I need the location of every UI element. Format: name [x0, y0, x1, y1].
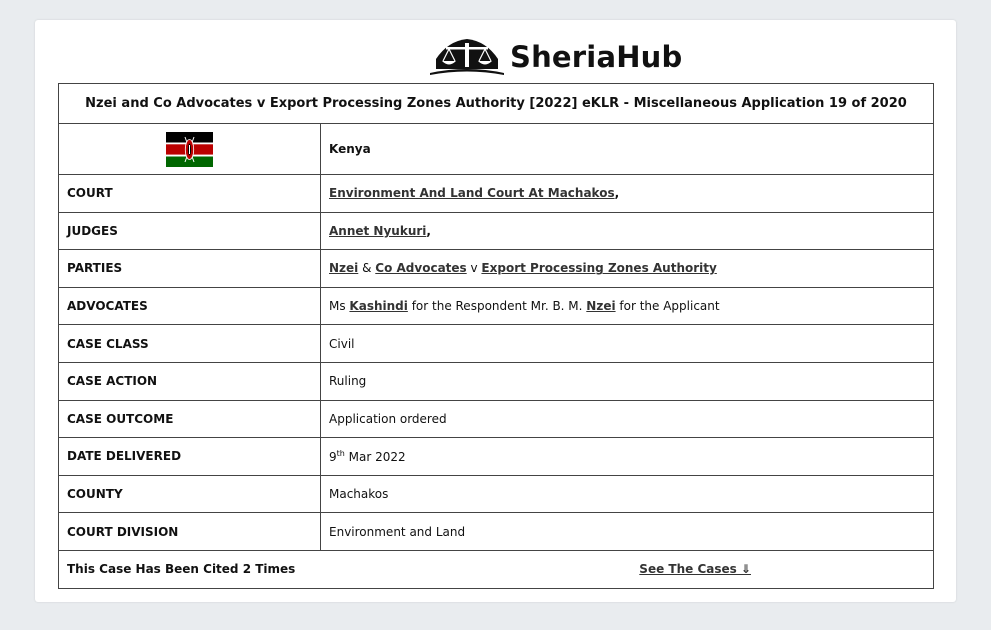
- scales-of-justice-icon: [428, 37, 506, 77]
- judges-label: JUDGES: [59, 212, 321, 250]
- county-value: Machakos: [321, 475, 934, 513]
- court-suffix: ,: [614, 186, 620, 201]
- case-title: Nzei and Co Advocates v Export Processing Zones Authority [2022] eKLR - Miscellaneous Application 19 of 2020: [59, 84, 934, 124]
- date-day-suffix: th: [336, 448, 345, 458]
- case-outcome-value: Application ordered: [321, 400, 934, 438]
- advocates-value: [321, 287, 934, 325]
- advocates-pre: Ms: [329, 299, 350, 314]
- date-day: 9: [329, 449, 337, 464]
- court-division-label: COURT DIVISION: [59, 513, 321, 551]
- judges-value: [321, 212, 934, 250]
- court-label: COURT: [59, 175, 321, 213]
- advocates-mid: for the Respondent Mr. B. M.: [407, 299, 587, 314]
- parties-value: [321, 250, 934, 288]
- kenya-flag-icon: [166, 132, 213, 167]
- parties-versus: v: [466, 261, 482, 276]
- case-action-value: Ruling: [321, 362, 934, 400]
- sheriahub-logo[interactable]: [428, 36, 683, 78]
- parties-label: PARTIES: [59, 250, 321, 288]
- case-action-label: CASE ACTION: [59, 362, 321, 400]
- case-details-table: [58, 83, 934, 589]
- party-link-nzei[interactable]: Nzei: [329, 261, 359, 276]
- country-cell: [321, 124, 934, 175]
- cited-count-text: This Case Has Been Cited 2 Times: [67, 562, 296, 577]
- advocates-post: for the Applicant: [615, 299, 720, 314]
- brand-name: SheriaHub: [510, 40, 683, 74]
- advocate-link-kashindi[interactable]: Kashindi: [349, 299, 408, 314]
- date-rest: Mar 2022: [344, 449, 406, 464]
- date-delivered-value: [321, 438, 934, 476]
- advocate-link-nzei[interactable]: Nzei: [586, 299, 616, 314]
- parties-amp: &: [358, 261, 376, 276]
- court-division-value: Environment and Land: [321, 513, 934, 551]
- cited-cell: [59, 550, 934, 588]
- judge-link[interactable]: Annet Nyukuri: [329, 223, 427, 238]
- party-link-epza[interactable]: Export Processing Zones Authority: [481, 261, 717, 276]
- date-delivered-label: DATE DELIVERED: [59, 438, 321, 476]
- cited-row: [67, 562, 925, 576]
- county-label: COUNTY: [59, 475, 321, 513]
- case-outcome-label: CASE OUTCOME: [59, 400, 321, 438]
- see-cases-link[interactable]: See The Cases ⇓: [639, 562, 751, 577]
- court-link[interactable]: Environment And Land Court At Machakos: [329, 186, 615, 201]
- court-value: [321, 175, 934, 213]
- case-class-label: CASE CLASS: [59, 325, 321, 363]
- case-class-value: Civil: [321, 325, 934, 363]
- advocates-label: ADVOCATES: [59, 287, 321, 325]
- country-name: Kenya: [329, 142, 371, 156]
- judges-suffix: ,: [426, 223, 431, 238]
- flag-cell: [59, 124, 321, 175]
- party-link-co-advocates[interactable]: Co Advocates: [375, 261, 467, 276]
